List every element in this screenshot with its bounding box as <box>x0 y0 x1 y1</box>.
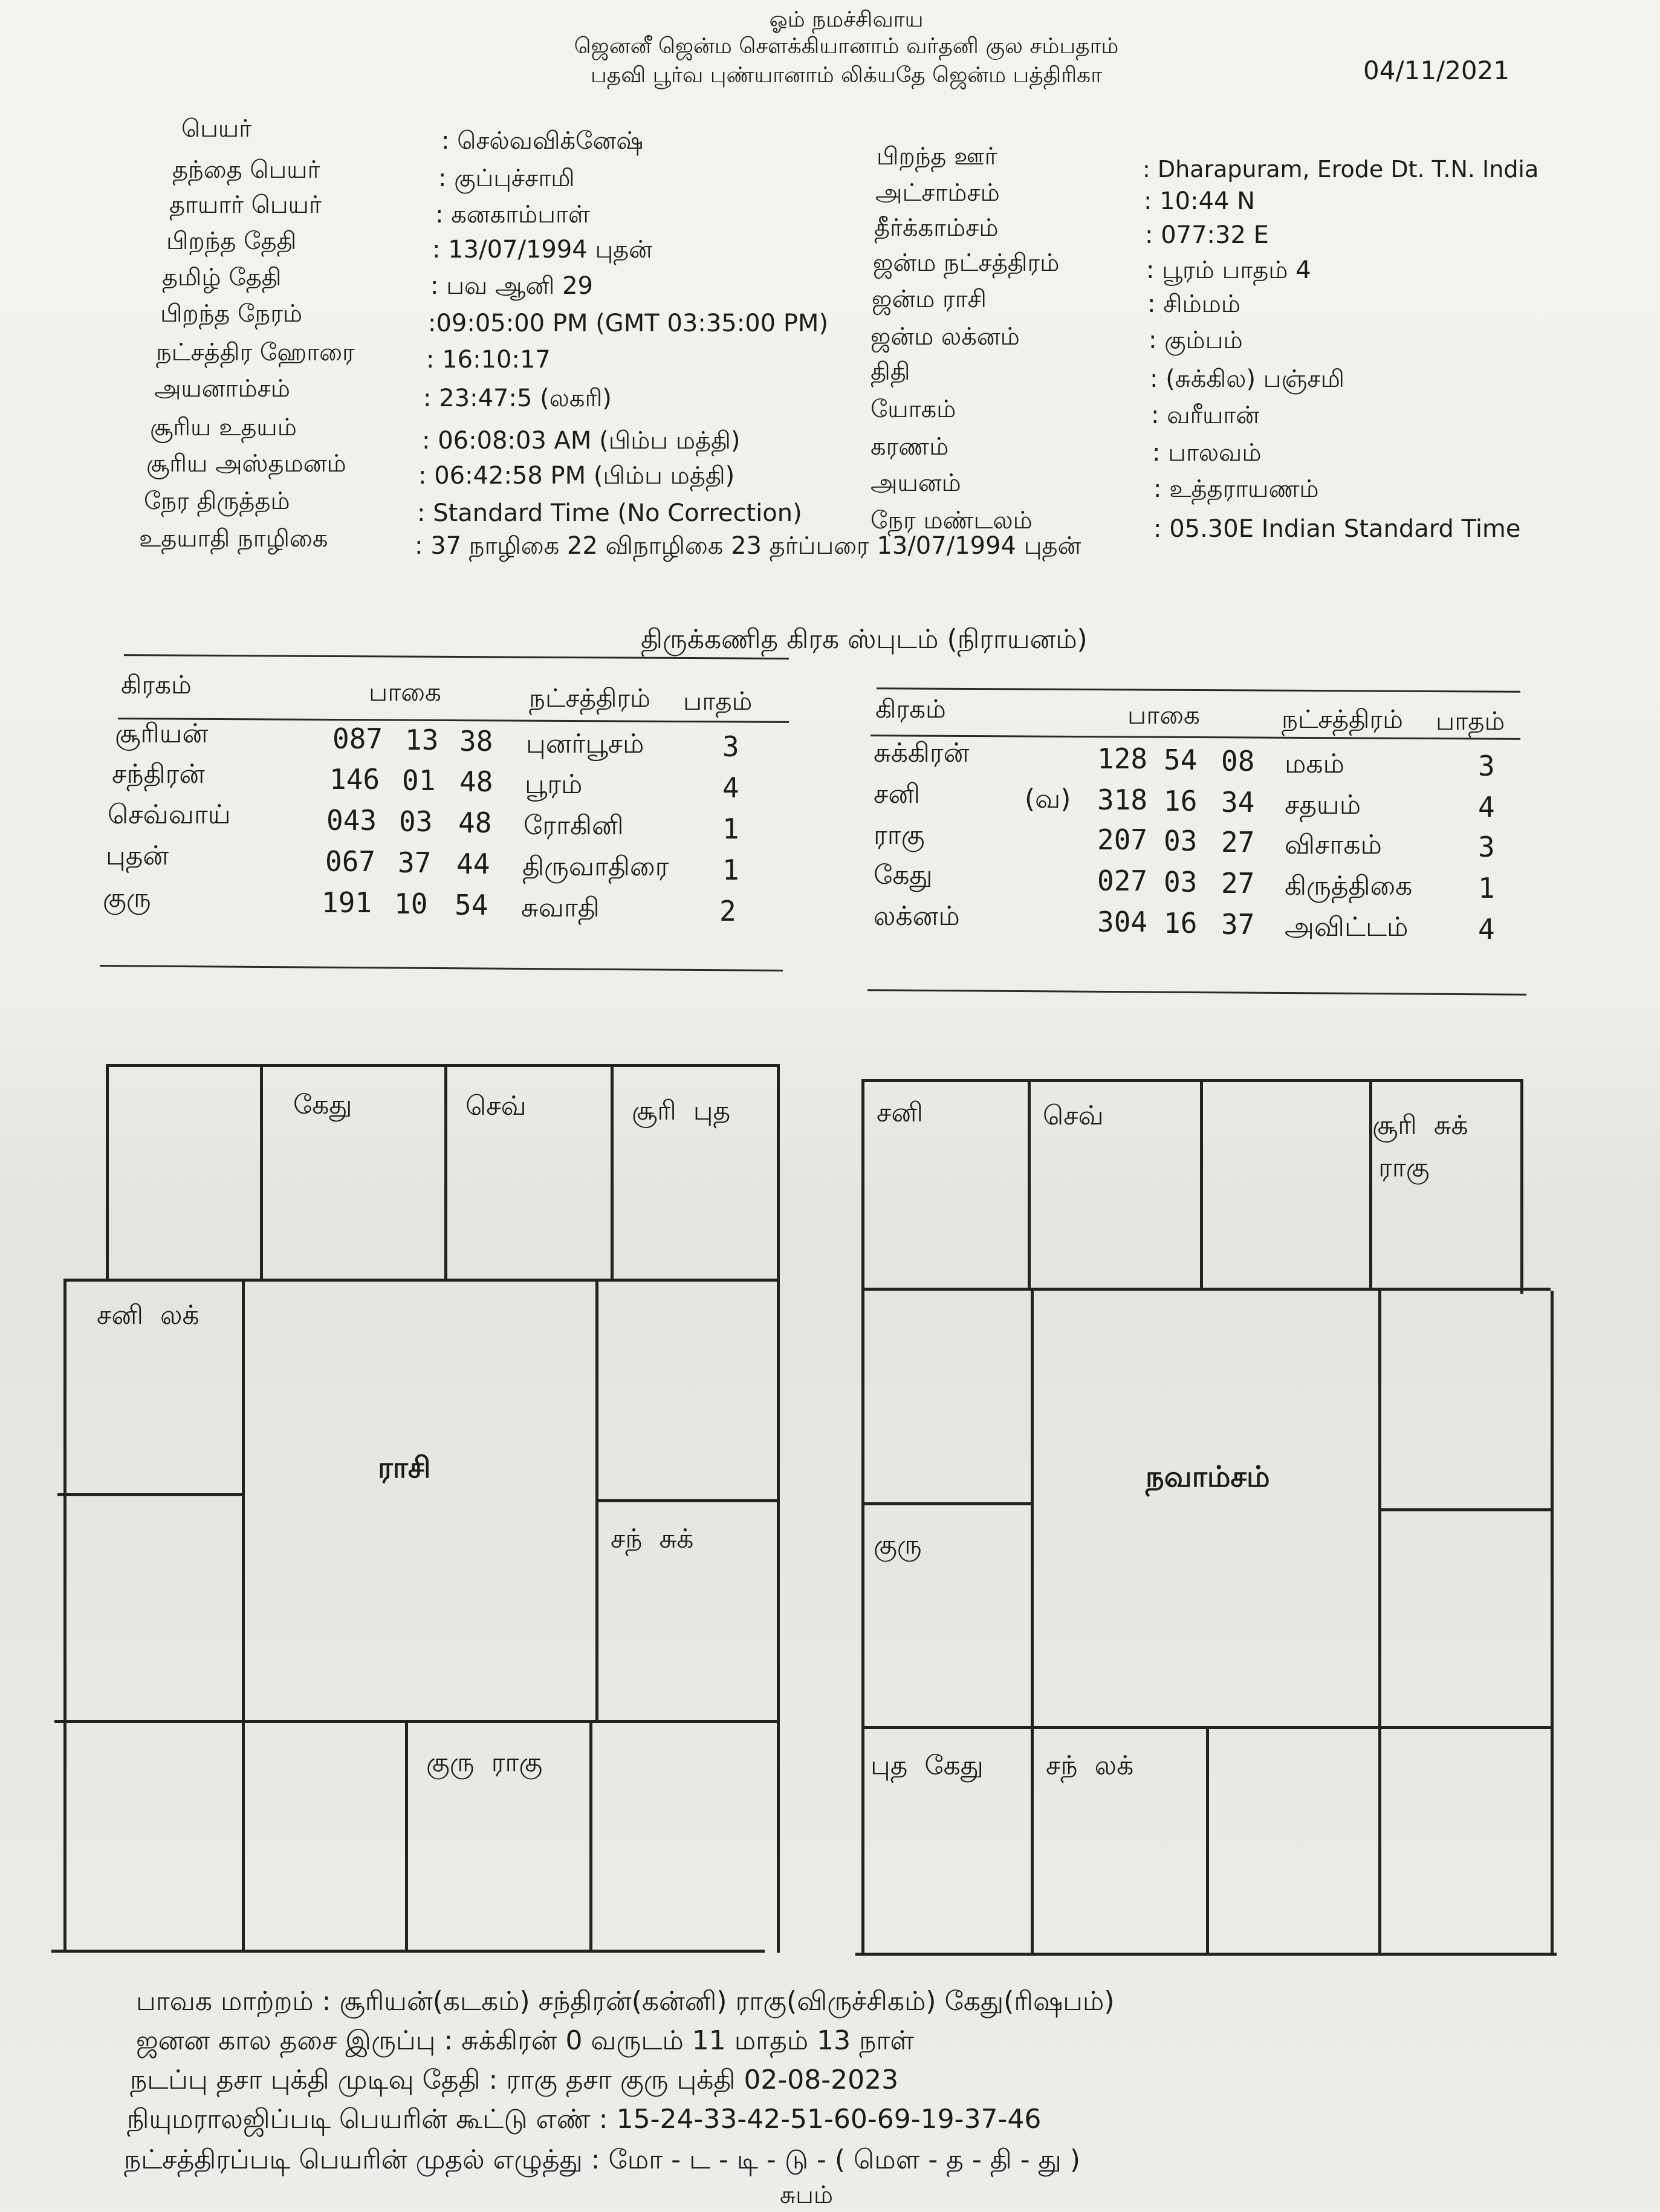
chart-line <box>106 1064 780 1067</box>
chart-line <box>595 1499 777 1502</box>
chart-line <box>63 1279 777 1282</box>
chart-line <box>611 1064 614 1279</box>
detail-label: தந்தை பெயர் <box>172 156 320 184</box>
detail-value: : 16:10:17 <box>426 346 551 374</box>
header-verse-line1: ஜெனனீ ஜென்ம சௌக்கியானாம் வர்தனி குல சம்பதாம் <box>574 34 1119 59</box>
cell-retro: (வ) <box>1025 783 1071 814</box>
detail-value: : Dharapuram, Erode Dt. T.N. India <box>1143 156 1539 183</box>
chart-line <box>589 1720 592 1950</box>
cell-nakshatra: சுவாதி <box>521 892 600 923</box>
detail-value: : 37 நாழிகை 22 விநாழிகை 23 தர்ப்பரை 13/07/1994 புதன் <box>415 532 1081 560</box>
cell-pada: 3 <box>1478 831 1495 863</box>
detail-label: அட்சாம்சம் <box>875 179 1000 207</box>
cell-deg: 067 <box>325 845 376 878</box>
cell-nakshatra: கிருத்திகை <box>1285 871 1413 901</box>
cell-sec: 27 <box>1221 826 1255 858</box>
navamsa-cell-text: சூரி சுக் <box>1372 1110 1468 1141</box>
footer-line: நடப்பு தசா புக்தி முடிவு தேதி : ராகு தசா குரு புக்தி 02-08-2023 <box>130 2064 899 2095</box>
detail-value: : குப்புச்சாமி <box>438 164 575 192</box>
cell-deg: 191 <box>322 886 372 919</box>
detail-label: யோகம் <box>871 395 956 423</box>
navamsa-cell-text: சனி <box>877 1097 923 1128</box>
detail-value: : 13/07/1994 புதன் <box>432 236 653 264</box>
header-verse-line2: பதவி பூர்வ புண்யானாம் லிக்யதே ஜென்ம பத்திரிகா <box>590 63 1103 88</box>
cell-pada: 4 <box>1478 791 1495 823</box>
footer-line: ஜனன கால தசை இருப்பு : சுக்கிரன் 0 வருடம் 11 மாதம் 13 நாள் <box>136 2025 915 2056</box>
cell-pada: 4 <box>1478 913 1495 945</box>
rasi-cell-text: கேது <box>293 1089 352 1120</box>
navamsa-cell-text: புத கேது <box>871 1750 984 1781</box>
footer-line: நட்சத்திரப்படி பெயரின் முதல் எழுத்து : மோ - ட - டி - டு - ( மௌ - த - தி - து ) <box>124 2144 1080 2175</box>
detail-label: நேர மண்டலம் <box>871 507 1033 534</box>
cell-graha: குரு <box>103 883 151 913</box>
cell-deg: 027 <box>1097 864 1148 897</box>
cell-nakshatra: மகம் <box>1285 748 1344 779</box>
chart-line <box>1031 1288 1034 1953</box>
navamsa-cell-text: சந் லக் <box>1046 1750 1134 1781</box>
detail-value: : வரீயான் <box>1151 401 1260 429</box>
cell-sec: 44 <box>456 848 490 880</box>
cell-sec: 38 <box>459 725 493 757</box>
planet-table-title: திருக்கணித கிரக ஸ்புடம் (நிராயனம்) <box>641 624 1088 655</box>
detail-label: பெயர் <box>181 115 252 143</box>
chart-line <box>1520 1079 1523 1294</box>
detail-label: உதயாதி நாழிகை <box>139 525 328 553</box>
chart-line <box>777 1064 780 1953</box>
rasi-cell-text: சூரி புத <box>632 1095 731 1126</box>
rasi-cell-text: சனி லக் <box>97 1300 199 1331</box>
chart-line <box>57 1493 245 1496</box>
detail-value: : உத்தராயணம் <box>1153 475 1319 503</box>
cell-min: 03 <box>1164 825 1198 857</box>
table-rule <box>867 989 1526 996</box>
cell-graha: ராகு <box>874 820 925 851</box>
chart-line <box>1028 1079 1031 1288</box>
chart-line <box>444 1064 447 1279</box>
col-header-graha: கிரகம் <box>875 694 946 724</box>
detail-value: : 23:47:5 (லகரி) <box>423 384 612 412</box>
cell-deg: 043 <box>326 804 377 837</box>
detail-label: நேர திருத்தம் <box>144 487 290 515</box>
col-header-bhagai: பாகை <box>1127 700 1200 730</box>
closing-word: சுபம் <box>780 2181 834 2209</box>
navamsa-cell-text: செவ் <box>1043 1100 1104 1131</box>
detail-value: : சிம்மம் <box>1147 290 1241 318</box>
chart-line <box>861 1079 1523 1082</box>
cell-min: 10 <box>394 887 428 920</box>
rasi-cell-text: குரு ராகு <box>426 1747 543 1778</box>
cell-graha: லக்னம் <box>874 901 960 932</box>
rasi-cell-text: சந் சுக் <box>611 1523 694 1554</box>
chart-line <box>106 1064 109 1282</box>
col-header-graha: கிரகம் <box>121 670 192 699</box>
chart-line <box>861 1288 1551 1291</box>
cell-deg: 207 <box>1097 823 1148 856</box>
chart-line <box>595 1279 598 1720</box>
col-header-nakshatra: நட்சத்திரம் <box>529 683 650 713</box>
col-header-nakshatra: நட்சத்திரம் <box>1282 704 1403 734</box>
cell-graha: சந்திரன் <box>112 759 206 790</box>
cell-sec: 08 <box>1221 745 1255 777</box>
detail-label: ஜன்ம லக்னம் <box>871 323 1020 351</box>
detail-value: : பாலவம் <box>1152 439 1262 467</box>
detail-label: தமிழ் தேதி <box>162 264 282 291</box>
cell-deg: 128 <box>1097 742 1148 775</box>
detail-value: :09:05:00 PM (GMT 03:35:00 PM) <box>428 310 829 337</box>
cell-pada: 3 <box>1478 750 1495 782</box>
chart-line <box>1378 1288 1381 1953</box>
chart-line <box>405 1720 408 1950</box>
cell-nakshatra: விசாகம் <box>1285 829 1382 860</box>
cell-min: 01 <box>402 764 436 797</box>
cell-pada: 1 <box>722 854 739 886</box>
rasi-chart-title: ராசி <box>378 1451 431 1485</box>
detail-value: : 077:32 E <box>1145 221 1269 249</box>
cell-sec: 27 <box>1221 867 1255 900</box>
cell-min: 54 <box>1164 744 1198 776</box>
chart-line <box>1200 1079 1203 1288</box>
cell-min: 16 <box>1164 785 1198 817</box>
cell-sec: 54 <box>455 889 488 921</box>
rasi-cell-text: செவ் <box>465 1091 527 1121</box>
chart-line <box>54 1720 777 1723</box>
detail-value: : கும்பம் <box>1149 326 1243 354</box>
cell-sec: 48 <box>458 806 492 839</box>
cell-deg: 146 <box>329 763 380 796</box>
chart-line <box>260 1064 263 1279</box>
cell-sec: 37 <box>1221 908 1255 941</box>
cell-nakshatra: புனர்பூசம் <box>526 728 644 759</box>
cell-pada: 3 <box>722 730 739 763</box>
detail-value: : கனகாம்பாள் <box>435 201 590 229</box>
chart-line <box>242 1279 245 1950</box>
detail-label: பிறந்த நேரம் <box>160 300 303 328</box>
detail-value: : 10:44 N <box>1144 187 1256 215</box>
cell-graha: சுக்கிரன் <box>874 738 970 768</box>
cell-nakshatra: திருவாதிரை <box>522 851 669 882</box>
detail-value: : 06:08:03 AM (பிம்ப மத்தி) <box>422 427 741 455</box>
detail-label: அயனாம்சம் <box>154 375 290 403</box>
footer-line: நியுமராலஜிப்படி பெயரின் கூட்டு எண் : 15-24-33-42-51-60-69-19-37-46 <box>127 2104 1042 2135</box>
print-date: 04/11/2021 <box>1363 56 1510 85</box>
table-rule <box>877 687 1520 693</box>
detail-label: தாயார் பெயர் <box>169 191 322 219</box>
detail-value: : செல்வவிக்னேஷ் <box>441 127 644 155</box>
chart-line <box>63 1279 66 1950</box>
navamsa-chart-title: நவாம்சம் <box>1146 1460 1270 1494</box>
detail-label: ஜன்ம ராசி <box>872 285 987 313</box>
detail-label: சூரிய அஸ்தமனம் <box>146 450 346 478</box>
chart-line <box>51 1950 765 1953</box>
detail-label: கரணம் <box>871 433 949 461</box>
cell-graha: புதன் <box>106 840 169 871</box>
cell-sec: 34 <box>1221 786 1255 819</box>
cell-pada: 1 <box>1478 872 1495 904</box>
chart-line <box>861 1502 1034 1505</box>
detail-label: பிறந்த தேதி <box>166 227 297 255</box>
navamsa-cell-text: குரு <box>874 1529 922 1560</box>
detail-value: : 06:42:58 PM (பிம்ப மத்தி) <box>418 462 735 490</box>
chart-line <box>1551 1291 1554 1953</box>
cell-min: 16 <box>1164 907 1198 939</box>
cell-min: 37 <box>398 846 432 879</box>
invocation-line: ஓம் நமச்சிவாய <box>769 7 924 32</box>
detail-label: ஜன்ம நட்சத்திரம் <box>873 249 1060 277</box>
cell-nakshatra: பூரம் <box>525 769 583 800</box>
cell-nakshatra: அவிட்டம் <box>1285 912 1409 942</box>
col-header-patham: பாதம் <box>1436 706 1505 736</box>
footer-line: பாவக மாற்றம் : சூரியன்(கடகம்) சந்திரன்(கன்னி) ராகு(விருச்சிகம்) கேது(ரிஷபம்) <box>136 1986 1115 2017</box>
col-header-bhagai: பாகை <box>369 677 441 707</box>
cell-min: 03 <box>1164 866 1198 898</box>
chart-line <box>1381 1508 1551 1511</box>
cell-graha: செவ்வாய் <box>108 799 231 830</box>
cell-pada: 2 <box>719 895 736 927</box>
detail-label: திதி <box>871 358 910 386</box>
cell-pada: 4 <box>722 771 739 804</box>
cell-min: 13 <box>405 724 439 756</box>
cell-deg: 087 <box>332 722 383 755</box>
detail-value: : 05.30E Indian Standard Time <box>1153 515 1521 543</box>
detail-value: : (சுக்கில) பஞ்சமி <box>1150 365 1345 393</box>
detail-value: : பூரம் பாதம் 4 <box>1146 256 1311 284</box>
detail-label: நட்சத்திர ஹோரை <box>156 339 355 366</box>
chart-line <box>1206 1726 1209 1953</box>
detail-value: : பவ ஆனி 29 <box>430 272 594 300</box>
col-header-patham: பாதம் <box>683 686 753 716</box>
table-rule <box>100 965 783 971</box>
detail-label: சூரிய உதயம் <box>150 414 297 441</box>
cell-deg: 318 <box>1097 783 1148 816</box>
detail-label: தீர்க்காம்சம் <box>874 214 999 242</box>
cell-pada: 1 <box>722 812 739 845</box>
cell-sec: 48 <box>459 765 493 798</box>
chart-line <box>861 1079 864 1953</box>
cell-graha: கேது <box>874 860 933 890</box>
cell-min: 03 <box>399 805 433 838</box>
cell-deg: 304 <box>1097 906 1148 938</box>
cell-nakshatra: சதயம் <box>1285 790 1361 820</box>
navamsa-cell-text: ராகு <box>1378 1152 1430 1183</box>
detail-value: : Standard Time (No Correction) <box>417 499 802 527</box>
detail-label: அயனம் <box>871 469 961 497</box>
detail-label: பிறந்த ஊர் <box>877 143 997 170</box>
cell-graha: சனி <box>874 779 920 809</box>
cell-graha: சூரியன் <box>115 718 209 749</box>
chart-line <box>855 1953 1557 1956</box>
cell-nakshatra: ரோகினி <box>524 810 624 841</box>
